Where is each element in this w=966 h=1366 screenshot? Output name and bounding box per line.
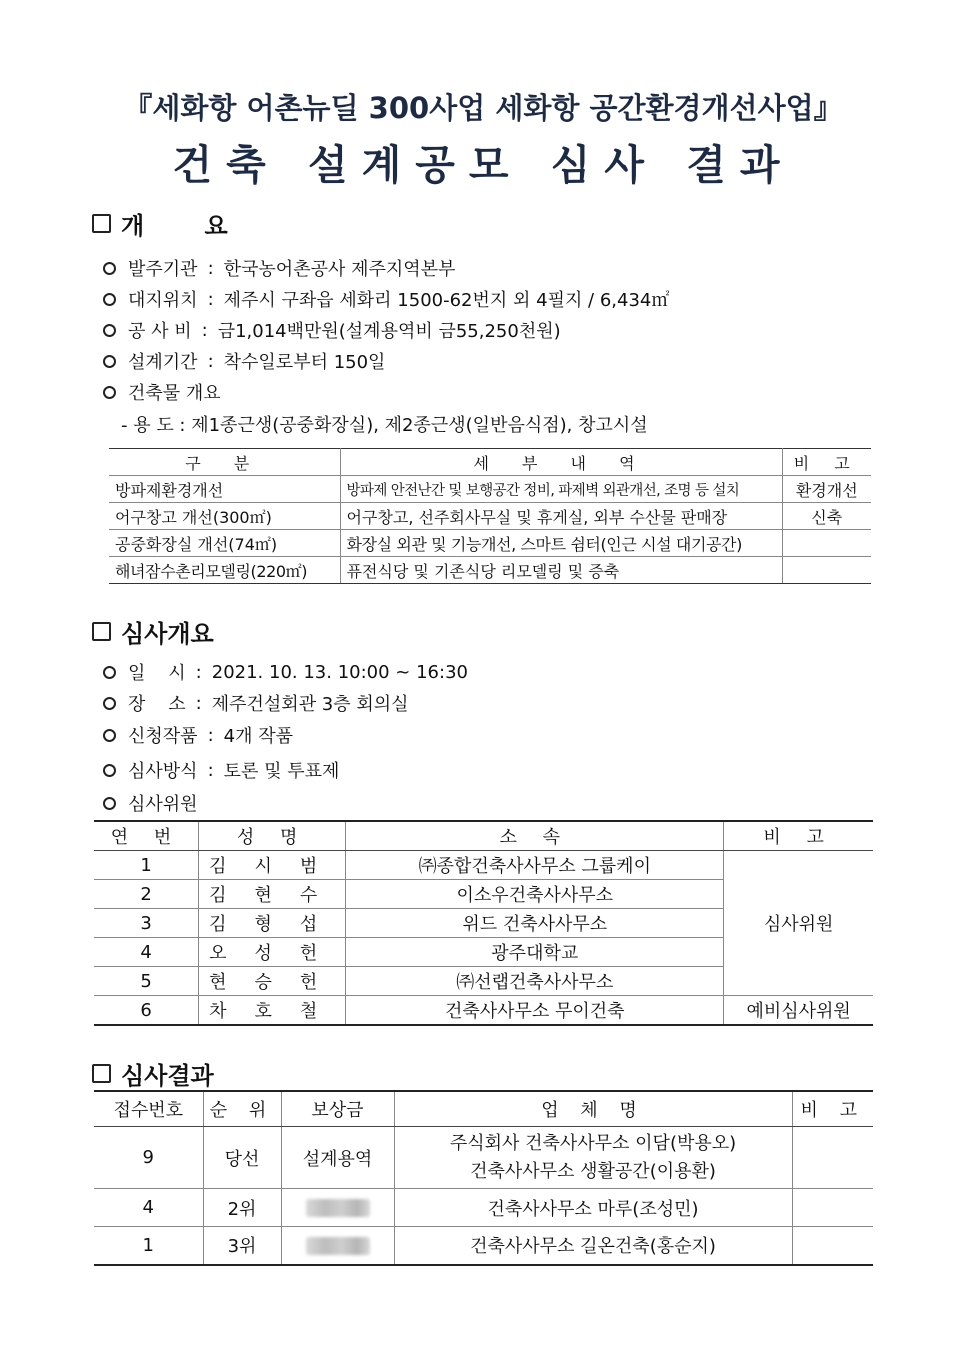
item-label: 설계기간: [128, 352, 198, 373]
table-cell: 화장실 외관 및 기능개선, 스마트 쉼터(인근 시설 대기공간): [340, 530, 782, 557]
overview-item: 발주기관 : 한국농어촌공사 제주지역본부: [103, 255, 455, 281]
table-row: [109, 557, 871, 584]
bullet-circle-icon: [103, 797, 116, 810]
bullet-circle-icon: [103, 697, 116, 710]
item-value: 한국농어촌공사 제주지역본부: [223, 259, 456, 280]
table-cell: 방파제 안전난간 및 보행공간 정비, 파제벽 외관개선, 조명 등 설치: [340, 476, 782, 503]
bullet-circle-icon: [103, 386, 116, 399]
checkbox-square-icon: [92, 1064, 111, 1083]
table-header-cell: 소 속: [346, 821, 724, 851]
item-label: 대지위치: [128, 290, 198, 311]
section-overview-heading: [92, 206, 254, 241]
jury-name: 현승헌: [199, 967, 346, 996]
table-header-cell: 보상금: [281, 1091, 394, 1127]
note: [792, 1127, 873, 1189]
jury-no: 6: [94, 996, 199, 1026]
company-line: 주식회사 건축사사무소 이담(박용오): [449, 1132, 737, 1154]
item-value: 2021. 10. 13. 10:00 ~ 16:30: [211, 661, 468, 683]
item-value: 금1,014백만원(설계용역비 금55,250천원): [217, 321, 561, 342]
jury-org: 이소우건축사사무소: [346, 880, 724, 909]
table-header-cell: 성 명: [199, 821, 346, 851]
document-title: 『세화항 어촌뉴딜 300사업 세화항 공간환경개선사업』: [123, 91, 843, 125]
section-title: 심사결과: [121, 1062, 214, 1090]
review-item: [103, 790, 198, 816]
jury-org: 위드 건축사사무소: [346, 909, 724, 938]
table-header-cell: 업 체 명: [394, 1091, 792, 1127]
jury-no: 2: [94, 880, 199, 909]
table-header-cell: 접수번호: [94, 1091, 203, 1127]
entry-no: 9: [94, 1127, 203, 1189]
table-header-cell: 구 분: [109, 449, 340, 476]
item-label: 심사위원: [128, 794, 198, 815]
redacted-blur: [306, 1237, 370, 1255]
overview-item: [103, 379, 221, 405]
section-title: 개 요: [121, 212, 254, 240]
table-row: [94, 996, 873, 1026]
review-item: 일 시 : 2021. 10. 13. 10:00 ~ 16:30: [103, 659, 468, 685]
review-item: 신청작품 : 4개 작품: [103, 722, 293, 748]
reward-redacted: [281, 1227, 394, 1265]
bullet-circle-icon: [103, 666, 116, 679]
bullet-circle-icon: [103, 764, 116, 777]
rank: 3위: [203, 1227, 281, 1265]
table-header-cell: 연 번: [94, 821, 199, 851]
table-cell: 어구창고 개선(300㎡): [109, 503, 340, 530]
table-header-cell: 비 고: [792, 1091, 873, 1127]
company: 건축사사무소 마루(조성민): [394, 1189, 792, 1227]
bullet-circle-icon: [103, 293, 116, 306]
jury-name: 김시범: [199, 851, 346, 880]
table-row: [94, 1127, 873, 1189]
table-row: [109, 503, 871, 530]
redacted-blur: [306, 1199, 370, 1217]
table-header-cell: 세 부 내 역: [340, 449, 782, 476]
bullet-circle-icon: [103, 262, 116, 275]
table-cell: 어구창고, 선주회사무실 및 휴게실, 외부 수산물 판매장: [340, 503, 782, 530]
company-line: 건축사사무소 생활공간(이용환): [470, 1160, 716, 1182]
jury-no: 1: [94, 851, 199, 880]
jury-no: 3: [94, 909, 199, 938]
table-cell: 환경개선: [782, 476, 871, 503]
document-subtitle: 건축 설계공모 심사 결과: [172, 141, 794, 189]
project-scope-table: [109, 448, 871, 584]
item-label: 심사방식: [128, 761, 198, 782]
overview-item: 대지위치 : 제주시 구좌읍 세화리 1500-62번지 외 4필지 / 6,434㎡: [103, 286, 669, 312]
item-label: 신청작품: [128, 726, 198, 747]
entry-no: 1: [94, 1227, 203, 1265]
table-cell: 퓨전식당 및 기존식당 리모델링 및 증축: [340, 557, 782, 584]
jury-no: 4: [94, 938, 199, 967]
item-label: 장 소: [128, 694, 186, 715]
checkbox-square-icon: [92, 622, 111, 641]
note: [792, 1227, 873, 1265]
note: [792, 1189, 873, 1227]
reward-redacted: [281, 1189, 394, 1227]
table-cell: [782, 530, 871, 557]
table-header-cell: 비 고: [782, 449, 871, 476]
item-value: 토론 및 투표제: [223, 761, 340, 782]
item-value: 착수일로부터 150일: [223, 352, 386, 373]
bullet-circle-icon: [103, 324, 116, 337]
jury-org: ㈜선랩건축사사무소: [346, 967, 724, 996]
table-row: [94, 851, 873, 880]
bullet-circle-icon: [103, 729, 116, 742]
section-review-heading: [92, 614, 214, 649]
table-row: [94, 1227, 873, 1265]
item-value: 제주건설회관 3층 회의실: [211, 694, 409, 715]
table-cell: 공중화장실 개선(74㎡): [109, 530, 340, 557]
item-value: 4개 작품: [223, 726, 293, 747]
table-cell: 해녀잠수촌리모델링(220㎡): [109, 557, 340, 584]
section-result-heading: [92, 1056, 214, 1091]
jury-note: 심사위원: [724, 851, 873, 996]
rank: 당선: [203, 1127, 281, 1189]
jury-org: ㈜종합건축사사무소 그룹케이: [346, 851, 724, 880]
table-row: [109, 530, 871, 557]
result-table: [94, 1090, 873, 1266]
item-value: 제주시 구좌읍 세화리 1500-62번지 외 4필지 / 6,434㎡: [223, 290, 670, 311]
item-label: 건축물 개요: [128, 383, 221, 404]
company: [394, 1127, 792, 1189]
table-header-row: [109, 449, 871, 476]
table-cell: 신축: [782, 503, 871, 530]
table-cell: [782, 557, 871, 584]
overview-item: 설계기간 : 착수일로부터 150일: [103, 348, 385, 374]
jury-org: 광주대학교: [346, 938, 724, 967]
overview-item: 공 사 비 : 금1,014백만원(설계용역비 금55,250천원): [103, 317, 561, 343]
item-label: 공 사 비: [128, 321, 192, 342]
rank: 2위: [203, 1189, 281, 1227]
table-header-row: [94, 1091, 873, 1127]
table-row: [109, 476, 871, 503]
table-header-cell: 순 위: [203, 1091, 281, 1127]
checkbox-square-icon: [92, 214, 111, 233]
jury-name: 차호철: [199, 996, 346, 1026]
jury-org: 건축사사무소 무이건축: [346, 996, 724, 1026]
review-item: 심사방식 : 토론 및 투표제: [103, 757, 339, 783]
review-item: 장 소 : 제주건설회관 3층 회의실: [103, 690, 409, 716]
table-header-row: [94, 821, 873, 851]
jury-note: 예비심사위원: [724, 996, 873, 1026]
table-cell: 방파제환경개선: [109, 476, 340, 503]
item-label: 발주기관: [128, 259, 198, 280]
company: 건축사사무소 길온건축(홍순지): [394, 1227, 792, 1265]
table-row: [94, 1189, 873, 1227]
jury-name: 김현수: [199, 880, 346, 909]
building-usage: - 용 도 : 제1종근생(공중화장실), 제2종근생(일반음식점), 창고시설: [121, 415, 648, 436]
reward: 설계용역: [281, 1127, 394, 1189]
jury-name: 오성헌: [199, 938, 346, 967]
jury-table: [94, 820, 873, 1026]
jury-name: 김형섭: [199, 909, 346, 938]
table-header-cell: 비 고: [724, 821, 873, 851]
entry-no: 4: [94, 1189, 203, 1227]
item-label: 일 시: [128, 663, 186, 684]
section-title: 심사개요: [121, 620, 214, 648]
jury-no: 5: [94, 967, 199, 996]
bullet-circle-icon: [103, 355, 116, 368]
